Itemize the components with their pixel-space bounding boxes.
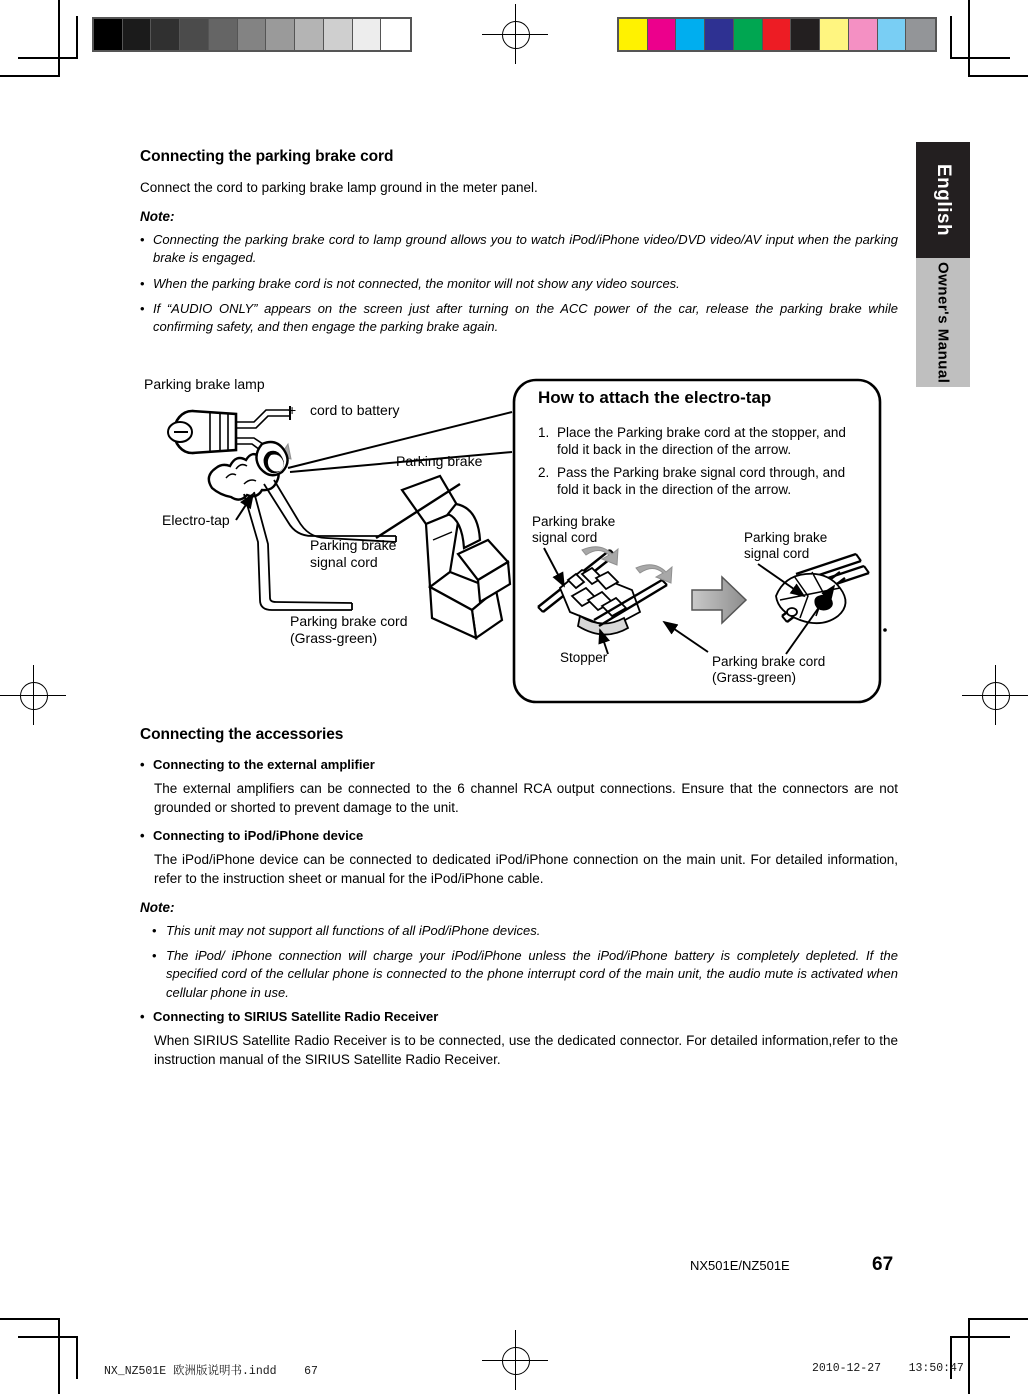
section-heading-parking-brake: Connecting the parking brake cord <box>140 148 394 165</box>
color-swatch <box>791 19 820 50</box>
section-parking-brake-cord <box>140 148 898 344</box>
gray-swatch <box>151 19 180 50</box>
note-list-1 <box>140 231 898 337</box>
note-list-2 <box>140 922 898 1003</box>
accessory-title-ipod: • Connecting to iPod/iPhone device <box>140 828 898 843</box>
label-signal-cord-left: Parking brake signal cord <box>310 537 397 571</box>
gray-swatch <box>324 19 353 50</box>
gray-swatch <box>353 19 382 50</box>
color-swatch <box>820 19 849 50</box>
gray-swatch <box>209 19 238 50</box>
note-item: • Connecting the parking brake cord to lamp ground allows you to watch iPod/iPhone video/DVD video/AV input when the parking brake is engaged. <box>140 231 898 268</box>
section-intro-text: Connect the cord to parking brake lamp ground in the meter panel. <box>140 180 538 195</box>
registration-mark-left <box>0 665 66 725</box>
side-tab-manual-label: Owner's Manual <box>934 261 952 384</box>
wiring-figure <box>140 372 898 712</box>
footer-page-number: 67 <box>872 1254 894 1275</box>
accessory-title-amplifier: • Connecting to the external amplifier <box>140 757 898 772</box>
note-item: • This unit may not support all functions of all iPod/iPhone devices. <box>152 922 898 940</box>
print-timestamp: 2010-12-27 13:50:47 <box>812 1362 964 1375</box>
callout-title: How to attach the electro-tap <box>538 388 772 407</box>
electro-tap-clip <box>256 442 287 475</box>
section-heading-accessories: Connecting the accessories <box>140 726 344 743</box>
gray-swatch <box>94 19 123 50</box>
callout-step-1: 1. Place the Parking brake cord at the stopper, and fold it back in the direction of the arrow. <box>538 425 846 457</box>
side-tab-manual <box>916 258 970 387</box>
section-accessories <box>140 726 898 1081</box>
accessories-list <box>140 757 898 772</box>
side-tab-language <box>916 142 970 258</box>
note-item: • The iPod/ iPhone connection will charge your iPod/iPhone unless the iPod/iPhone battery is completely depleted. If the specified cord of the cellular phone is connected to the phone interrupt cord of the main unit, the audio mute is activated when cellular phone in use. <box>152 947 898 1002</box>
label-parking-brake-lamp: Parking brake lamp <box>144 376 265 392</box>
color-swatch <box>676 19 705 50</box>
color-swatch <box>878 19 907 50</box>
color-swatch <box>648 19 677 50</box>
label-electro-tap: Electro-tap <box>162 512 230 528</box>
step-number: 1. <box>538 425 550 440</box>
callout-step-2: 2. Pass the Parking brake signal cord through, and fold it back in the direction of the arrow. <box>538 465 846 497</box>
color-swatch <box>849 19 878 50</box>
gray-swatch <box>123 19 152 50</box>
color-swatch <box>906 19 935 50</box>
label-plus-sign: + <box>288 402 297 418</box>
color-swatch <box>619 19 648 50</box>
registration-mark-top <box>482 4 548 64</box>
gray-swatch <box>295 19 324 50</box>
note-label-2: Note: <box>140 899 175 915</box>
gray-swatch <box>381 19 410 50</box>
footer-model: NX501E/NZ501E <box>690 1258 790 1273</box>
parking-brake-pedal <box>402 476 510 638</box>
accessories-list <box>140 828 898 843</box>
label-brake-cord-detail: Parking brake cord (Grass-green) <box>712 654 826 686</box>
registration-mark-bottom <box>482 1330 548 1390</box>
label-signal-cord-detail-a: Parking brake signal cord <box>532 514 616 546</box>
grayscale-calibration-bar <box>92 17 412 52</box>
color-swatch <box>705 19 734 50</box>
accessory-title-sirius: • Connecting to SIRIUS Satellite Radio Receiver <box>140 1009 898 1024</box>
note-item: • When the parking brake cord is not connected, the monitor will not show any video sources. <box>140 275 898 293</box>
side-tab <box>916 142 970 387</box>
note-item: • If “AUDIO ONLY” appears on the screen just after turning on the ACC power of the car, release the parking brake while confirming safety, and then engage the parking brake again. <box>140 300 898 337</box>
accessory-body-ipod: The iPod/iPhone device can be connected to dedicated iPod/iPhone connection on the main unit. For detailed information, refer to the instruction sheet or manual for the iPod/iPhone cable. <box>154 852 898 886</box>
gray-swatch <box>238 19 267 50</box>
registration-mark-right <box>962 665 1028 725</box>
label-brake-cord-left: Parking brake cord (Grass-green) <box>290 613 408 647</box>
gray-swatch <box>266 19 295 50</box>
label-parking-brake: Parking brake <box>396 453 483 469</box>
print-file-name: NX_NZ501E 欧洲版说明书.indd 67 <box>104 1365 318 1378</box>
step-number: 2. <box>538 465 550 480</box>
accessory-body-amplifier: The external amplifiers can be connected to the 6 channel RCA output connections. Ensure that the connectors are not grounded or shorted to prevent damage to the unit. <box>154 781 898 815</box>
color-swatch <box>763 19 792 50</box>
color-swatch <box>734 19 763 50</box>
note-label-1: Note: <box>140 208 175 224</box>
page-footer <box>690 1254 894 1275</box>
side-tab-language-label: English <box>933 163 954 237</box>
label-stopper: Stopper <box>560 650 608 665</box>
label-cord-to-battery: cord to battery <box>310 402 400 418</box>
gray-swatch <box>180 19 209 50</box>
label-signal-cord-detail-b: Parking brake signal cord <box>744 530 828 562</box>
accessory-body-sirius: When SIRIUS Satellite Radio Receiver is to be connected, use the dedicated connector. For detailed information,refer to the instruction manual of the SIRIUS Satellite Radio Receiver. <box>154 1033 898 1067</box>
color-calibration-bar <box>617 17 937 52</box>
accessories-list <box>140 1009 898 1024</box>
